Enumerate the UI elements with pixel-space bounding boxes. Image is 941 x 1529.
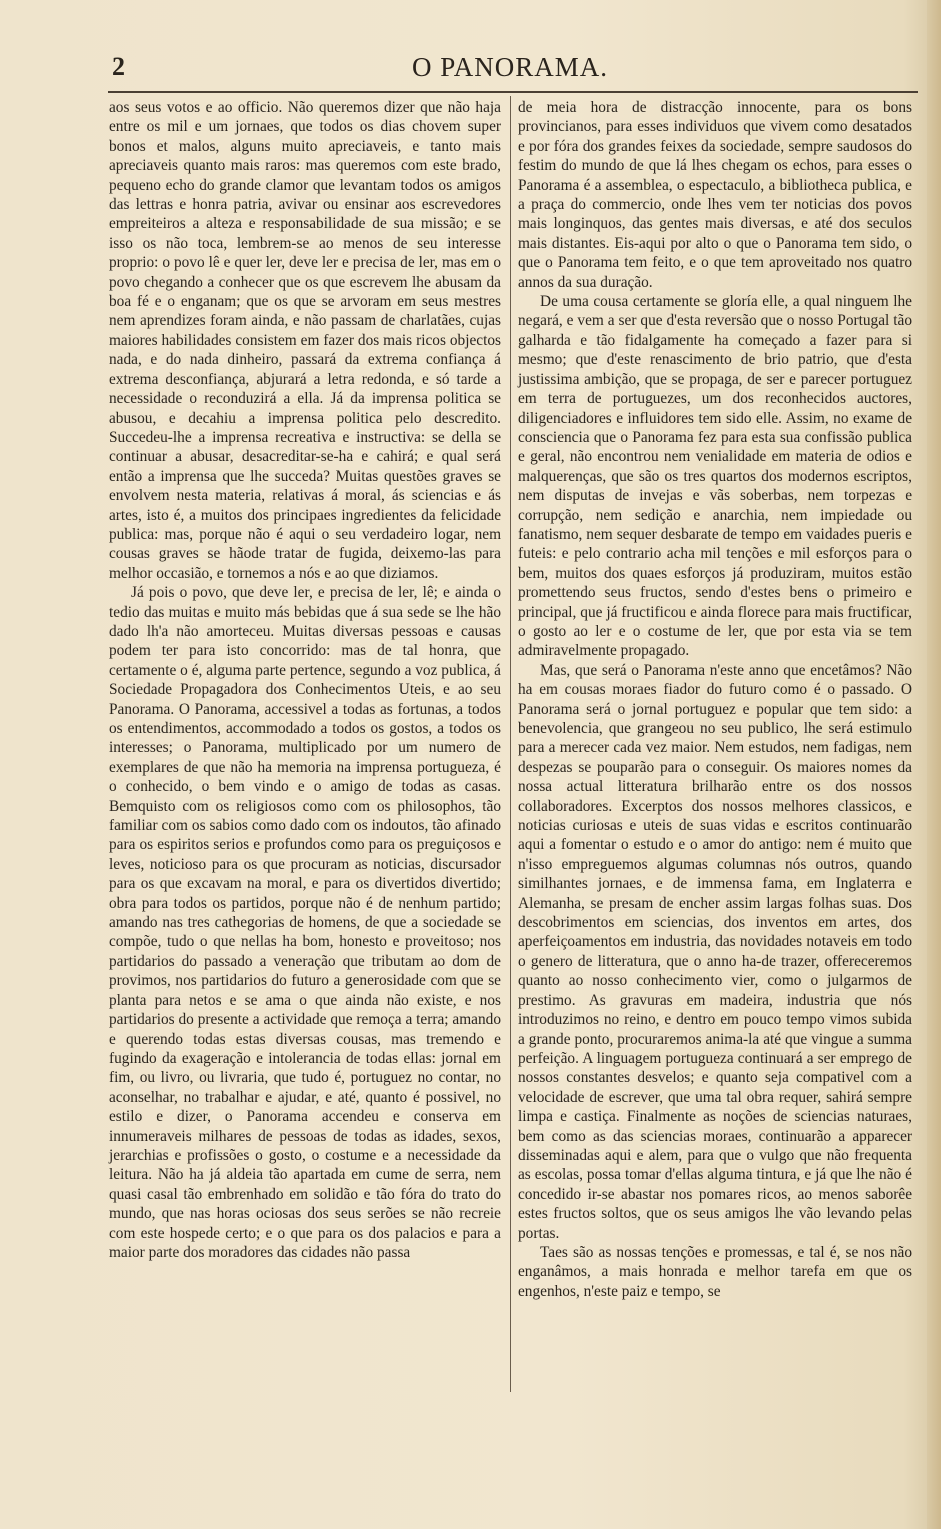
paragraph: Mas, que será o Panorama n'este anno que encetâmos? Não ha em cousas moraes fiador do futuro como é o passado. O Panorama será o jornal portuguez e popular que tem sido: a benevolencia, que grangeou no seu publico, lhe será estimulo para a merecer cada vez maior. Nem estudos, nem fadigas, nem despezas se pouparão para o conseguir. Os maiores nomes da nossa actual litteratura brilharão entre os dos nossos collaboradores. Excerptos dos nossos melhores classicos, e noticias curiosas e uteis de suas vidas e escritos continuarão aqui a fomentar o estudo e o amor do antigo: nem é muito que n'isso empreguemos algumas columnas nós outros, quando similhantes jornaes, e de immensa fama, em Inglaterra e Alemanha, se presam de encher assim largas folhas suas. Dos descobrimentos em sciencias, dos inventos em artes, dos aperfeiçoamentos em industria, das novidades notaveis em todo o genero de litteratura, que o anno ha-de trazer, offereceremos quanto ao nosso conhecimento vier, como o julgarmos de prestimo. As gravuras em madeira, industria que nós introduzimos no reino, e dentro em pouco tempo vimos subida a grande ponto, procuraremos anima-la até que vingue a summa perfeição. A linguagem portugueza continuará a ser emprego de nossos constantes desvelos; e quanto seja compativel com a velocidade de escrever, que uma tal obra requer, sahirá sempre limpa e castiça. Finalmente as noções de sciencias naturaes, bem como as das sciencias moraes, continuarão a apparecer disseminadas aqui e alem, para que o vulgo que não frequenta as escolas, possa tomar d'ellas alguma tintura, e já que lhe não é concedido ir-se abastar nos pomares ricos, ao menos saborêe estes fructos soltos, que os seus amigos lhe vão levando pelas portas. [518, 661, 912, 1242]
page-number: 2 [112, 52, 125, 81]
page-header [100, 48, 920, 88]
column-divider [510, 96, 511, 1392]
paragraph: De uma cousa certamente se gloría elle, a qual ninguem lhe negará, e vem a ser que d'esta reversão que o nosso Portugal tão galharda e tão fidalgamente ha começado a fazer para si mesmo; que d'este renascimento de brio patrio, que d'esta justissima ambição, que se propaga, de ser e parecer portuguez em terra de portuguezes, um dos reconhecidos auctores, diligenciadores e influidores tem sido elle. Assim, no exame de consciencia que o Panorama fez para esta sua confissão publica e geral, não encontrou nem venialidade em materia de odios e malquerenças, que são os tres quartos dos modernos escriptos, nem disputas de invejas e vãs soberbas, nem torpezas e corrupção, nem sedição e anarchia, nem impiedade ou fanatismo, nem sequer desbarate de tempo em vaidades pueris e futeis: e pelo contrario acha mil tenções e mil esforços para o bem, muitos dos quaes esforços já produziram, muitos estão promettendo seus fructos, sendo d'estes bens o primeiro e principal, que já fructificou e ainda florece para mais fructificar, o gosto ao ler e o costume de ler, que por esta via se tem admiravelmente propagado. [518, 293, 912, 660]
paragraph: Já pois o povo, que deve ler, e precisa de ler, lê; e ainda o tedio das muitas e muito más bebidas que á sua sede se lhe hão dado lh'a não amorteceu. Muitas diversas pessoas e causas podem ter para isto concorrido: mas de tal honra, que certamente o é, alguma parte pertence, segundo a voz publica, á Sociedade Propagadora dos Conhecimentos Uteis, e ao seu Panorama. O Panorama, accessivel a todas as fortunas, a todos os entendimentos, accommodado a todos os gostos, a todos os interesses; o Panorama, multiplicado por um numero de exemplares de que não ha memoria na imprensa portugueza, é o conhecido, o bem vindo e o amigo de todas as casas. Bemquisto com os religiosos como com os philosophos, tão familiar com os sabios como dado com os indoutos, tão afinado para os espiritos serios e profundos como para os preguiçosos e leves, noticioso para os que procuram as noticias, discursador para os que excavam na moral, e para os divertidos divertido; obra para todos os partidos, porque não é de nenhum partido; amando nas tres cathegorias de homens, de que a sociedade se compõe, tudo o que nellas ha bom, honesto e proveitoso; nos partidarios do passado a veneração que tributam ao dom de provimos, nos partidarios do futuro a generosidade com que se planta para netos e se ama o que ainda não existe, e nos partidarios do presente a actividade que remoça a terra; amando e querendo todas estas diversas cousas, mas tremendo e fugindo da exageração e intolerancia de todas ellas: jornal em fim, ou livro, ou livraria, que tudo é, portuguez no contar, no aconselhar, no trabalhar e ajudar, e até, quanto é possivel, no estilo e dizer, o Panorama accendeu e conserva em innumeraveis milhares de pessoas de todas as idades, sexos, jerarchias e profissões o gosto, o costume e a necessidade da leitura. Não ha já aldeia tão apartada em cume de serra, nem quasi casal tão embrenhado em solidão e tão fóra do trato do mundo, que nas horas ociosas dos seus serões se não recreie com este hospede certo; e o que para os dos palacios e para a maior parte dos moradores das cidades não passa [109, 584, 501, 1261]
journal-title: O PANORAMA. [411, 52, 609, 82]
right-column [518, 98, 912, 1301]
paragraph: de meia hora de distracção innocente, para os bons provincianos, para esses individuos que vivem como desatados e por fóra dos grandes feixes da sociedade, sempre saudosos do festim do mundo de que lá lhes chegam os echos, para esses o Panorama é a assemblea, o espectaculo, a bibliotheca publica, e a praça do commercio, onde lhes vem ter noticias dos povos mais longinquos, das gentes mais diversas, e até dos seculos mais distantes. Eis-aqui por alto o que o Panorama tem sido, o que o Panorama tem feito, e o que tem aproveitado nos quatro annos da sua duração. [518, 99, 912, 291]
header-rule [108, 91, 918, 93]
paragraph: Taes são as nossas tenções e promessas, e tal é, se nos não enganâmos, a mais honrada e melhor tarefa em que os engenhos, n'este paiz e tempo, se [518, 1243, 912, 1300]
page-edge [927, 0, 941, 1529]
paragraph: aos seus votos e ao officio. Não queremos dizer que não haja entre os mil e um jornaes, que todos os dias chovem super bonos et malos, alguns muito apreciaveis, e tanto mais apreciaveis quanto mais raros: mas queremos com este brado, pequeno echo do grande clamor que levantam todos os amigos das lettras e honra patria, avivar ou ensinar aos escrevedores empreiteiros a alteza e responsabilidade de sua missão; e se isso os não toca, lembrem-se ao menos de seu interesse proprio: o povo lê e quer ler, deve ler e precisa de ler, mas em o povo chegando a conhecer que os que escrevem lhe abusam da boa fé e o enganam; que os que se arvoram em seus mestres nem aprendizes foram ainda, e não passam de charlatães, cujas maiores habilidades consistem em fazer dos mais ricos objectos nada, e do nada dinheiro, passará da extrema confiança á extrema desconfiança, abjurará a letra redonda, e só tarde a necessidade o reconduzirá a ella. Já da imprensa politica se abusou, e decahiu a imprensa politica pelo descredito. Succedeu-lhe a imprensa recreativa e instructiva: se della se continuar a abusar, desacreditar-se-ha e cahirá; e qual será então a imprensa que lhe succeda? Muitas questões graves se envolvem nesta materia, relativas á moral, ás sciencias e ás artes, isto é, a muitos dos principaes ingredientes da felicidade publica: mas, porque não é aqui o seu verdadeiro logar, nem cousas graves se hãode tratar de fugida, deixemo-las para melhor occasião, e tornemos a nós e ao que diziamos. [109, 99, 501, 582]
left-column [109, 98, 501, 1262]
